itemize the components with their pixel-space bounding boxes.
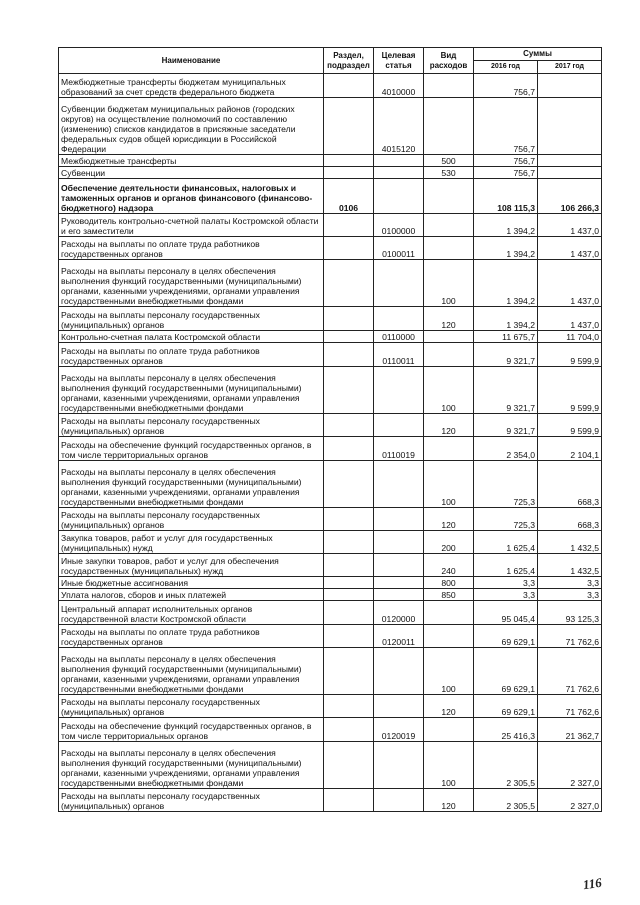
row-name: Расходы на выплаты персоналу в целях обеспечения выполнения функций государственными (муниципальными) органами, казенными учреждениями, органами управления государственными внебюджетными фондами: [59, 648, 324, 695]
row-kind: 100: [424, 367, 474, 414]
table-row: [59, 237, 602, 260]
row-sum-2017: 1 437,0: [538, 237, 602, 260]
row-section: [324, 695, 374, 718]
row-name: Расходы на выплаты персоналу в целях обеспечения выполнения функций государственными (муниципальными) органами, казенными учреждениями, органами управления государственными внебюджетными фондами: [59, 461, 324, 508]
row-sum-2017: 21 362,7: [538, 718, 602, 742]
row-section: [324, 601, 374, 625]
row-target: [374, 742, 424, 789]
row-section: 0106: [324, 179, 374, 214]
row-target: [374, 461, 424, 508]
row-sum-2016: 756,7: [474, 155, 538, 167]
row-section: [324, 589, 374, 601]
header-year-2016: 2016 год: [474, 61, 538, 74]
row-name: Расходы на выплаты персоналу государственных (муниципальных) органов: [59, 695, 324, 718]
table-row: [59, 554, 602, 577]
row-kind: 500: [424, 155, 474, 167]
row-name: Расходы на выплаты по оплате труда работников государственных органов: [59, 625, 324, 648]
row-target: [374, 531, 424, 554]
header-kind: Вид расходов: [424, 48, 474, 74]
row-target: 0110019: [374, 437, 424, 461]
table-row: [59, 260, 602, 307]
row-sum-2016: 1 394,2: [474, 260, 538, 307]
row-sum-2016: 756,7: [474, 167, 538, 179]
row-sum-2016: 725,3: [474, 461, 538, 508]
row-section: [324, 74, 374, 98]
row-kind: 100: [424, 461, 474, 508]
table-body: [59, 74, 602, 812]
row-target: [374, 179, 424, 214]
row-kind: 200: [424, 531, 474, 554]
table-row: [59, 601, 602, 625]
row-sum-2016: 3,3: [474, 589, 538, 601]
row-kind: [424, 98, 474, 155]
row-target: [374, 589, 424, 601]
row-target: 0120000: [374, 601, 424, 625]
row-name: Расходы на выплаты по оплате труда работников государственных органов: [59, 343, 324, 367]
table-row: [59, 742, 602, 789]
row-target: [374, 648, 424, 695]
row-sum-2016: 1 394,2: [474, 307, 538, 331]
row-sum-2016: 69 629,1: [474, 695, 538, 718]
row-kind: 120: [424, 789, 474, 812]
table-row: [59, 625, 602, 648]
row-sum-2016: 756,7: [474, 74, 538, 98]
row-sum-2017: 1 437,0: [538, 214, 602, 237]
row-sum-2016: 1 394,2: [474, 237, 538, 260]
row-section: [324, 155, 374, 167]
row-target: 0110011: [374, 343, 424, 367]
header-section: Раздел, подраздел: [324, 48, 374, 74]
row-sum-2016: 108 115,3: [474, 179, 538, 214]
row-sum-2017: 93 125,3: [538, 601, 602, 625]
row-kind: 120: [424, 695, 474, 718]
row-sum-2016: 2 305,5: [474, 789, 538, 812]
row-kind: [424, 331, 474, 343]
row-sum-2016: 2 305,5: [474, 742, 538, 789]
row-target: [374, 414, 424, 437]
row-sum-2016: 69 629,1: [474, 625, 538, 648]
row-sum-2016: 69 629,1: [474, 648, 538, 695]
table-row: [59, 167, 602, 179]
row-sum-2017: 668,3: [538, 461, 602, 508]
row-section: [324, 331, 374, 343]
row-kind: [424, 179, 474, 214]
row-kind: 100: [424, 742, 474, 789]
row-sum-2017: 3,3: [538, 577, 602, 589]
table-row: [59, 74, 602, 98]
row-sum-2016: 2 354,0: [474, 437, 538, 461]
row-sum-2017: 9 599,9: [538, 343, 602, 367]
row-sum-2017: 71 762,6: [538, 648, 602, 695]
row-target: [374, 577, 424, 589]
row-name: Руководитель контрольно-счетной палаты Костромской области и его заместители: [59, 214, 324, 237]
row-kind: 120: [424, 508, 474, 531]
row-section: [324, 531, 374, 554]
row-name: Расходы на выплаты персоналу в целях обеспечения выполнения функций государственными (муниципальными) органами, казенными учреждениями, органами управления государственными внебюджетными фондами: [59, 742, 324, 789]
row-kind: [424, 214, 474, 237]
table-row: [59, 589, 602, 601]
row-sum-2017: 2 104,1: [538, 437, 602, 461]
row-section: [324, 625, 374, 648]
table-row: [59, 307, 602, 331]
row-name: Расходы на обеспечение функций государственных органов, в том числе территориальных органов: [59, 718, 324, 742]
row-sum-2017: 71 762,6: [538, 625, 602, 648]
row-sum-2017: 71 762,6: [538, 695, 602, 718]
row-target: [374, 167, 424, 179]
row-section: [324, 554, 374, 577]
row-section: [324, 367, 374, 414]
row-kind: 850: [424, 589, 474, 601]
table-row: [59, 155, 602, 167]
row-sum-2017: 3,3: [538, 589, 602, 601]
row-name: Центральный аппарат исполнительных органов государственной власти Костромской области: [59, 601, 324, 625]
row-sum-2016: 756,7: [474, 98, 538, 155]
row-sum-2017: 1 432,5: [538, 554, 602, 577]
row-sum-2017: 11 704,0: [538, 331, 602, 343]
row-sum-2016: 3,3: [474, 577, 538, 589]
row-target: [374, 508, 424, 531]
row-sum-2016: 9 321,7: [474, 367, 538, 414]
row-sum-2016: 9 321,7: [474, 343, 538, 367]
row-sum-2016: 9 321,7: [474, 414, 538, 437]
row-sum-2017: [538, 74, 602, 98]
row-section: [324, 648, 374, 695]
header-name: Наименование: [59, 48, 324, 74]
row-sum-2017: 106 266,3: [538, 179, 602, 214]
row-kind: 100: [424, 260, 474, 307]
row-name: Расходы на выплаты персоналу в целях обеспечения выполнения функций государственными (муниципальными) органами, казенными учреждениями, органами управления государственными внебюджетными фондами: [59, 367, 324, 414]
row-name: Контрольно-счетная палата Костромской области: [59, 331, 324, 343]
row-kind: [424, 437, 474, 461]
row-target: 0100000: [374, 214, 424, 237]
table-row: [59, 508, 602, 531]
row-section: [324, 461, 374, 508]
row-sum-2017: 1 432,5: [538, 531, 602, 554]
row-kind: 120: [424, 414, 474, 437]
row-sum-2017: [538, 155, 602, 167]
row-sum-2017: [538, 167, 602, 179]
table-row: [59, 437, 602, 461]
table-row: [59, 531, 602, 554]
row-name: Расходы на выплаты персоналу государственных (муниципальных) органов: [59, 789, 324, 812]
row-section: [324, 307, 374, 331]
row-section: [324, 718, 374, 742]
row-section: [324, 508, 374, 531]
page-number: 116: [581, 874, 603, 893]
row-name: Межбюджетные трансферты бюджетам муниципальных образований за счет средств федерального бюджета: [59, 74, 324, 98]
row-sum-2016: 1 394,2: [474, 214, 538, 237]
row-name: Расходы на выплаты по оплате труда работников государственных органов: [59, 237, 324, 260]
row-sum-2017: 1 437,0: [538, 307, 602, 331]
table-row: [59, 789, 602, 812]
row-target: 4010000: [374, 74, 424, 98]
row-name: Расходы на обеспечение функций государственных органов, в том числе территориальных органов: [59, 437, 324, 461]
table-row: [59, 414, 602, 437]
row-kind: 530: [424, 167, 474, 179]
table-row: [59, 343, 602, 367]
row-sum-2016: 1 625,4: [474, 531, 538, 554]
table-row: [59, 718, 602, 742]
row-target: 0120019: [374, 718, 424, 742]
row-name: Расходы на выплаты персоналу государственных (муниципальных) органов: [59, 508, 324, 531]
table-header: [59, 48, 602, 74]
row-name: Расходы на выплаты персоналу государственных (муниципальных) органов: [59, 307, 324, 331]
row-section: [324, 742, 374, 789]
table-row: [59, 331, 602, 343]
row-sum-2016: 95 045,4: [474, 601, 538, 625]
row-kind: [424, 601, 474, 625]
row-sum-2016: 1 625,4: [474, 554, 538, 577]
row-kind: [424, 343, 474, 367]
row-name: Иные закупки товаров, работ и услуг для обеспечения государственных (муниципальных) нужд: [59, 554, 324, 577]
row-sum-2016: 725,3: [474, 508, 538, 531]
row-section: [324, 167, 374, 179]
row-section: [324, 343, 374, 367]
row-sum-2017: 9 599,9: [538, 367, 602, 414]
row-section: [324, 789, 374, 812]
header-year-2017: 2017 год: [538, 61, 602, 74]
row-kind: [424, 74, 474, 98]
row-name: Уплата налогов, сборов и иных платежей: [59, 589, 324, 601]
row-kind: 240: [424, 554, 474, 577]
row-kind: [424, 237, 474, 260]
budget-table: [58, 47, 602, 812]
row-section: [324, 214, 374, 237]
row-target: 0110000: [374, 331, 424, 343]
row-sum-2016: 25 416,3: [474, 718, 538, 742]
row-sum-2017: 668,3: [538, 508, 602, 531]
row-section: [324, 260, 374, 307]
row-target: [374, 695, 424, 718]
row-name: Расходы на выплаты персоналу государственных (муниципальных) органов: [59, 414, 324, 437]
row-sum-2017: 2 327,0: [538, 789, 602, 812]
row-section: [324, 414, 374, 437]
row-kind: 800: [424, 577, 474, 589]
row-section: [324, 98, 374, 155]
header-sums: Суммы: [474, 48, 602, 61]
table-row: [59, 179, 602, 214]
row-section: [324, 577, 374, 589]
row-name: Иные бюджетные ассигнования: [59, 577, 324, 589]
table-row: [59, 367, 602, 414]
table-row: [59, 577, 602, 589]
row-target: [374, 789, 424, 812]
row-kind: 100: [424, 648, 474, 695]
row-target: [374, 260, 424, 307]
row-target: [374, 155, 424, 167]
table-row: [59, 98, 602, 155]
row-name: Расходы на выплаты персоналу в целях обеспечения выполнения функций государственными (муниципальными) органами, казенными учреждениями, органами управления государственными внебюджетными фондами: [59, 260, 324, 307]
row-kind: [424, 625, 474, 648]
row-target: [374, 367, 424, 414]
row-section: [324, 237, 374, 260]
row-name: Обеспечение деятельности финансовых, налоговых и таможенных органов и органов финансового (финансово-бюджетного) надзора: [59, 179, 324, 214]
row-sum-2016: 11 675,7: [474, 331, 538, 343]
table-row: [59, 695, 602, 718]
table-row: [59, 648, 602, 695]
row-kind: [424, 718, 474, 742]
row-target: 0120011: [374, 625, 424, 648]
row-target: [374, 307, 424, 331]
header-target: Целевая статья: [374, 48, 424, 74]
row-target: 4015120: [374, 98, 424, 155]
row-target: [374, 554, 424, 577]
row-sum-2017: 9 599,9: [538, 414, 602, 437]
row-sum-2017: 1 437,0: [538, 260, 602, 307]
row-sum-2017: 2 327,0: [538, 742, 602, 789]
table-row: [59, 214, 602, 237]
table-row: [59, 461, 602, 508]
row-name: Субвенции бюджетам муниципальных районов (городских округов) на осуществление полномочий по составлению (изменению) списков кандидатов в присяжные заседатели федеральных судов общей юрисдикции в Российской Федерации: [59, 98, 324, 155]
row-target: 0100011: [374, 237, 424, 260]
row-sum-2017: [538, 98, 602, 155]
row-kind: 120: [424, 307, 474, 331]
row-section: [324, 437, 374, 461]
row-name: Межбюджетные трансферты: [59, 155, 324, 167]
row-name: Закупка товаров, работ и услуг для государственных (муниципальных) нужд: [59, 531, 324, 554]
row-name: Субвенции: [59, 167, 324, 179]
